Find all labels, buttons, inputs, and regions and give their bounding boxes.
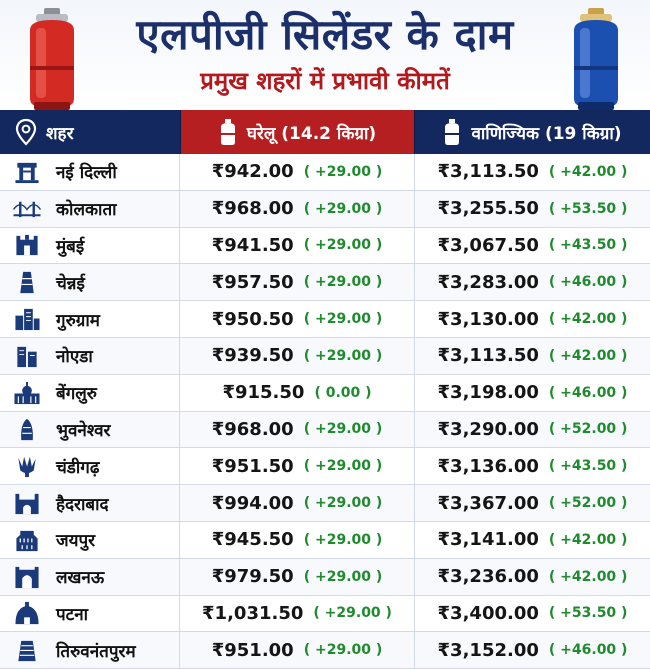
- commercial-price: ₹3,236.00: [437, 566, 539, 588]
- city-name: लखनऊ: [56, 568, 105, 589]
- domestic-change: ( +29.00 ): [303, 237, 383, 254]
- city-name: गुरुग्राम: [56, 310, 100, 331]
- commercial-change: ( +46.00 ): [548, 384, 628, 401]
- commercial-price-cell: [415, 522, 650, 558]
- domestic-price-cell: [180, 412, 415, 448]
- location-pin-icon: [16, 119, 36, 145]
- table-row: [0, 485, 650, 522]
- price-table: [0, 110, 650, 669]
- commercial-price: ₹3,141.00: [437, 529, 539, 551]
- domestic-price-cell: [180, 596, 415, 632]
- table-row: [0, 301, 650, 338]
- city-name: भुवनेश्वर: [56, 420, 111, 441]
- howrah-bridge-icon: [12, 196, 42, 222]
- domestic-price-cell: [180, 301, 415, 337]
- city-cell: [0, 191, 180, 227]
- domestic-price-cell: [180, 228, 415, 264]
- domestic-change: ( 0.00 ): [314, 384, 372, 401]
- commercial-price: ₹3,367.00: [437, 492, 539, 514]
- table-row: [0, 632, 650, 669]
- rumi-darwaza-icon: [12, 564, 42, 590]
- header-domestic-label: घरेलू (14.2 किग्रा): [246, 123, 377, 144]
- india-gate-icon: [12, 159, 42, 185]
- city-cell: [0, 485, 180, 521]
- city-name: तिरुवनंतपुरम: [56, 641, 136, 662]
- table-row: [0, 375, 650, 412]
- domestic-price-cell: [180, 559, 415, 595]
- table-row: [0, 559, 650, 596]
- charminar-icon: [12, 490, 42, 516]
- open-hand-monument-icon: [12, 453, 42, 479]
- vidhana-soudha-icon: [12, 380, 42, 406]
- city-cell: [0, 596, 180, 632]
- city-cell: [0, 301, 180, 337]
- commercial-price-cell: [415, 559, 650, 595]
- domestic-price-cell: [180, 448, 415, 484]
- padmanabhaswamy-temple-icon: [12, 637, 42, 663]
- domestic-price-cell: [180, 154, 415, 190]
- blue-gas-cylinder-icon: [558, 6, 634, 110]
- table-row: [0, 338, 650, 375]
- domestic-price: ₹994.00: [211, 492, 294, 514]
- city-name: जयपुर: [56, 531, 96, 552]
- domestic-change: ( +29.00 ): [303, 642, 383, 659]
- header-city-label: शहर: [46, 123, 74, 144]
- red-gas-cylinder-icon: [14, 6, 90, 110]
- office-towers-icon: [12, 306, 42, 332]
- domestic-price: ₹979.50: [211, 566, 294, 588]
- commercial-change: ( +46.00 ): [548, 642, 628, 659]
- commercial-price-cell: [415, 412, 650, 448]
- commercial-change: ( +42.00 ): [548, 347, 628, 364]
- commercial-price-cell: [415, 154, 650, 190]
- domestic-change: ( +29.00 ): [303, 458, 383, 475]
- table-row: [0, 448, 650, 485]
- table-header: [0, 110, 650, 154]
- city-cell: [0, 264, 180, 300]
- commercial-price: ₹3,198.00: [437, 382, 539, 404]
- city-cell: [0, 154, 180, 190]
- city-name: मुंबई: [56, 236, 85, 257]
- city-name: नई दिल्ली: [56, 163, 117, 184]
- domestic-price: ₹968.00: [211, 198, 294, 220]
- domestic-price: ₹939.50: [211, 345, 294, 367]
- city-name: पटना: [56, 604, 89, 625]
- table-row: [0, 154, 650, 191]
- city-cell: [0, 448, 180, 484]
- header-commercial-label: वाणिज्यिक (19 किग्रा): [471, 123, 622, 144]
- city-cell: [0, 522, 180, 558]
- commercial-price-cell: [415, 228, 650, 264]
- domestic-price: ₹957.50: [211, 271, 294, 293]
- city-name: बेंगलुरु: [56, 384, 97, 405]
- commercial-change: ( +52.00 ): [548, 495, 628, 512]
- commercial-change: ( +42.00 ): [548, 568, 628, 585]
- commercial-change: ( +43.50 ): [548, 237, 628, 254]
- domestic-price-cell: [180, 522, 415, 558]
- commercial-change: ( +52.00 ): [548, 421, 628, 438]
- domestic-price: ₹915.50: [222, 382, 305, 404]
- table-row: [0, 596, 650, 633]
- table-row: [0, 522, 650, 559]
- gateway-of-india-icon: [12, 232, 42, 258]
- city-cell: [0, 338, 180, 374]
- domestic-price-cell: [180, 338, 415, 374]
- domestic-price: ₹945.50: [211, 529, 294, 551]
- page-subtitle: प्रमुख शहरों में प्रभावी कीमतें: [200, 67, 450, 95]
- header-domestic: [180, 110, 415, 154]
- commercial-change: ( +43.50 ): [548, 458, 628, 475]
- domestic-price-cell: [180, 485, 415, 521]
- domestic-price-cell: [180, 191, 415, 227]
- commercial-change: ( +46.00 ): [548, 274, 628, 291]
- commercial-price-cell: [415, 485, 650, 521]
- commercial-price: ₹3,113.50: [437, 345, 539, 367]
- domestic-change: ( +29.00 ): [303, 347, 383, 364]
- commercial-price-cell: [415, 596, 650, 632]
- city-cell: [0, 412, 180, 448]
- header-city: [0, 110, 180, 154]
- domestic-price: ₹941.50: [211, 234, 294, 256]
- domestic-price: ₹1,031.50: [202, 602, 304, 624]
- city-cell: [0, 375, 180, 411]
- header: [0, 0, 650, 110]
- commercial-change: ( +42.00 ): [548, 311, 628, 328]
- city-name: चंडीगढ़: [56, 457, 100, 478]
- domestic-change: ( +29.00 ): [303, 274, 383, 291]
- domestic-change: ( +29.00 ): [313, 605, 392, 622]
- city-name: नोएडा: [56, 347, 93, 368]
- table-row: [0, 264, 650, 301]
- commercial-price-cell: [415, 338, 650, 374]
- city-name: हैदराबाद: [56, 494, 109, 515]
- commercial-change: ( +53.50 ): [548, 200, 628, 217]
- table-body: [0, 154, 650, 669]
- domestic-price: ₹968.00: [211, 418, 294, 440]
- city-cell: [0, 559, 180, 595]
- lingaraj-temple-icon: [12, 416, 42, 442]
- commercial-price: ₹3,152.00: [437, 639, 539, 661]
- page-title: एलपीजी सिलेंडर के दाम: [136, 10, 514, 59]
- commercial-price: ₹3,113.50: [437, 161, 539, 183]
- city-name: कोलकाता: [56, 200, 117, 221]
- domestic-price: ₹951.00: [211, 639, 294, 661]
- domestic-price-cell: [180, 632, 415, 668]
- gas-cylinder-icon: [443, 118, 461, 146]
- temple-gopuram-icon: [12, 269, 42, 295]
- domestic-change: ( +29.00 ): [303, 495, 383, 512]
- commercial-price-cell: [415, 191, 650, 227]
- table-row: [0, 228, 650, 265]
- domestic-change: ( +29.00 ): [303, 531, 383, 548]
- header-commercial: [415, 110, 650, 154]
- commercial-change: ( +53.50 ): [548, 605, 628, 622]
- city-name: चेन्नई: [56, 273, 85, 294]
- city-cell: [0, 228, 180, 264]
- domestic-change: ( +29.00 ): [303, 163, 383, 180]
- skyscraper-icon: [12, 343, 42, 369]
- domestic-change: ( +29.00 ): [303, 311, 383, 328]
- domestic-change: ( +29.00 ): [303, 421, 383, 438]
- city-cell: [0, 632, 180, 668]
- commercial-price-cell: [415, 301, 650, 337]
- gas-cylinder-icon: [219, 118, 237, 146]
- golghar-icon: [12, 600, 42, 626]
- domestic-change: ( +29.00 ): [303, 568, 383, 585]
- commercial-price: ₹3,400.00: [437, 602, 539, 624]
- commercial-price: ₹3,290.00: [437, 418, 539, 440]
- hawa-mahal-icon: [12, 527, 42, 553]
- commercial-price-cell: [415, 375, 650, 411]
- commercial-price: ₹3,283.00: [437, 271, 539, 293]
- commercial-price-cell: [415, 632, 650, 668]
- commercial-change: ( +42.00 ): [548, 163, 628, 180]
- commercial-change: ( +42.00 ): [548, 531, 628, 548]
- commercial-price: ₹3,067.50: [437, 234, 539, 256]
- table-row: [0, 191, 650, 228]
- commercial-price: ₹3,255.50: [437, 198, 539, 220]
- commercial-price: ₹3,130.00: [437, 308, 539, 330]
- commercial-price: ₹3,136.00: [437, 455, 539, 477]
- domestic-price: ₹942.00: [211, 161, 294, 183]
- domestic-change: ( +29.00 ): [303, 200, 383, 217]
- domestic-price-cell: [180, 264, 415, 300]
- commercial-price-cell: [415, 448, 650, 484]
- commercial-price-cell: [415, 264, 650, 300]
- domestic-price: ₹950.50: [211, 308, 294, 330]
- domestic-price-cell: [180, 375, 415, 411]
- domestic-price: ₹951.50: [211, 455, 294, 477]
- table-row: [0, 412, 650, 449]
